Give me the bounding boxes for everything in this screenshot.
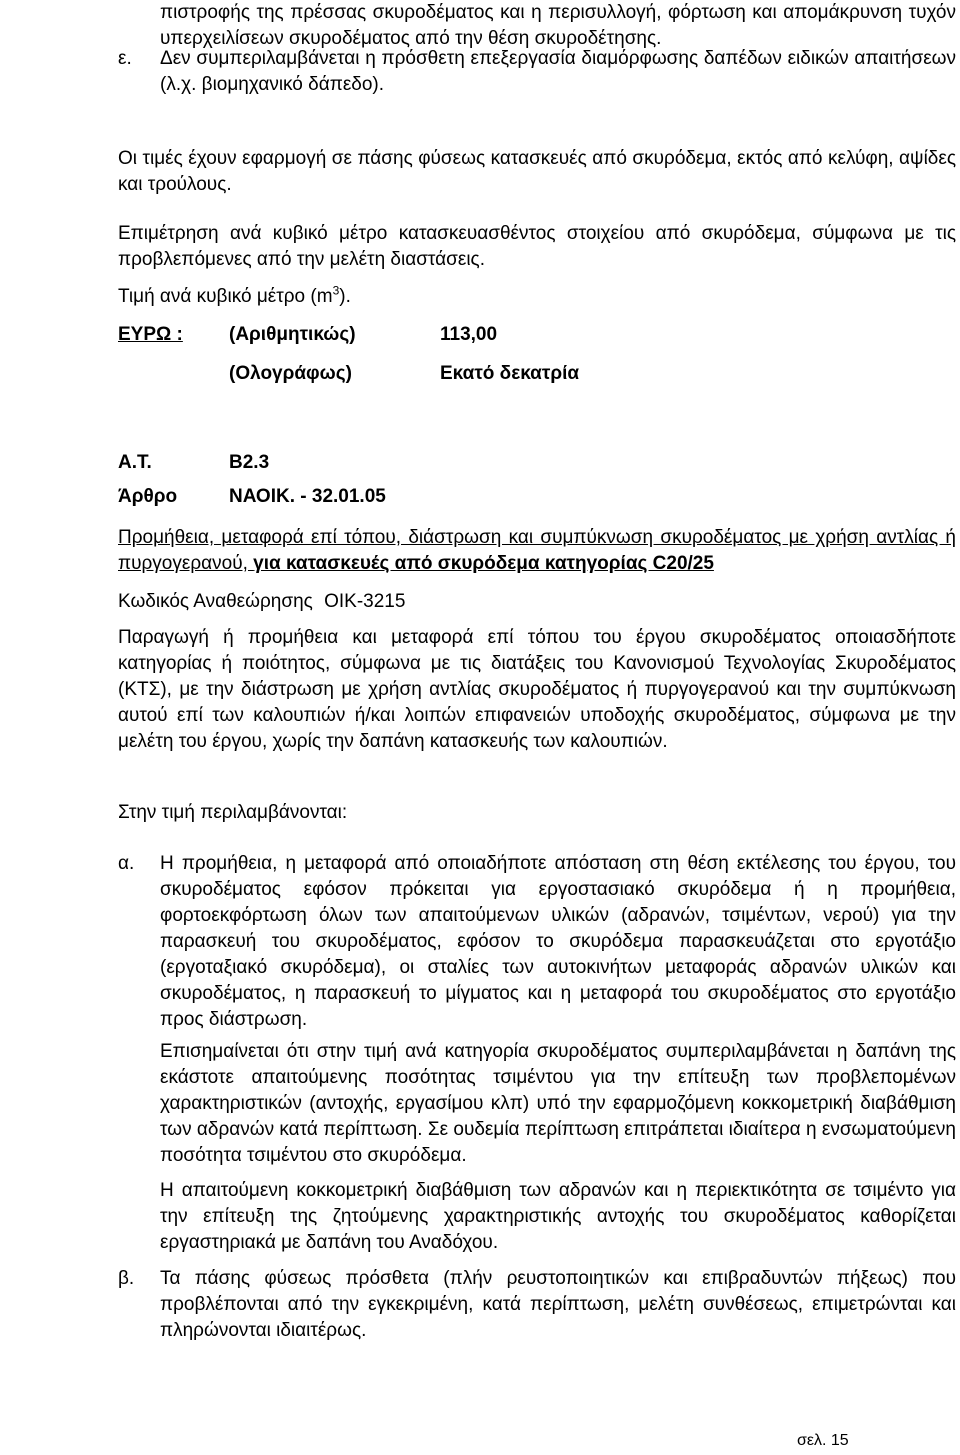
continuation-paragraph: πιστροφής της πρέσσας σκυροδέματος και η περισυλλογή, φόρτωση και απομάκρυνση τυχόν υπερχειλίσεων σκυροδέματος από την θέση σκυροδέτησης. (160, 2, 956, 49)
production-paragraph: Παραγωγή ή προμήθεια και μεταφορά επί τόπου του έργου σκυροδέματος οποιασδήποτε κατηγορίας ή ποιότητος, σύμφωνα με τις διατάξεις του Κανονισμού Τεχνολογίας Σκυροδέματος (ΚΤΣ), με την διάστρωση με χρήση αντλίας σκυροδέματος ή πυργογερανού και την συμπύκνωση αυτού επί των καλουπιών ή/και λοιπών επιφανειών υποδοχής σκυροδέματος, σύμφωνα με την μελέτη του έργου, χωρίς την δαπάνη κατασκευής των καλουπιών. (118, 627, 956, 752)
revision-code-value: ΟΙΚ-3215 (324, 591, 406, 612)
article-title-plain: Προμήθεια, μεταφορά επί τόπου, διάστρωση και συμπύκνωση σκυροδέματος με χρήση αντλίας ή πυργογερανού, (118, 527, 956, 574)
list-text-a-2: Επισημαίνεται ότι στην τιμή ανά κατηγορία σκυροδέματος συμπεριλαμβάνεται η δαπάνη της εκάστοτε απαιτούμενης ποσότητας τσιμέντου για την επίτευξη των προβλεπομένων χαρακτηριστικών (αντοχής, εργασίμου κλπ) υπό την εφαρμοζόμενη κοκκομετρική διαβάθμιση των αδρανών κατά περίπτωση. Σε ουδεμία περίπτωση επιτράπεται ιδιαίτερα η ενσωματούμενη ποσότητα τσιμέντου στο σκυρόδεμα. (160, 1041, 956, 1166)
unit-price-line (118, 284, 956, 310)
at-value: Β2.3 (229, 452, 270, 473)
list-text-e: Δεν συμπεριλαμβάνεται η πρόσθετη επεξεργασία διαμόρφωσης δαπέδων ειδικών απαιτήσεων (λ.χ. βιομηχανικό δάπεδο). (160, 48, 956, 95)
unit-price-text: Τιμή ανά κυβικό μέτρο (m (118, 286, 333, 307)
price-numeric-label: (Αριθμητικώς) (229, 324, 356, 345)
revision-code-label: Κωδικός Αναθεώρησης (118, 591, 313, 612)
list-text-b: Τα πάσης φύσεως πρόσθετα (πλήν ρευστοποιητικών και επιβραδυντών πήξεως) που προβλέπονται από την εγκεκριμένη, κατά περίπτωση, μελέτη συνθέσεως, επιμετρώνται και πληρώνονται ιδιαιτέρως. (160, 1268, 956, 1341)
article-value: ΝΑΟΙΚ. - 32.01.05 (229, 486, 386, 507)
list-text-a-3: Η απαιτούμενη κοκκομετρική διαβάθμιση των αδρανών και η περιεκτικότητα σε τσιμέντο για την επίτευξη της ζητούμενης χαρακτηριστικής αντοχής του σκυροδέματος καθορίζεται εργαστηριακά με δαπάνη του Αναδόχου. (160, 1180, 956, 1253)
list-marker-b: β. (118, 1268, 135, 1289)
article-label: Άρθρο (118, 486, 178, 507)
list-marker-e: ε. (118, 48, 132, 69)
price-numeric-value: 113,00 (440, 324, 498, 345)
article-title (118, 525, 956, 577)
list-text-a-1: Η προμήθεια, η μεταφορά από οποιαδήποτε απόσταση στη θέση εκτέλεσης του έργου, του σκυροδέματος εφόσον πρόκειται για εργοστασιακό σκυρόδεμα ή η προμήθεια, φορτοεκφόρτωση όλων των απαιτούμενων υλικών (αδρανών, τσιμέντων, νερού) για την παρασκευή του σκυροδέματος, εφόσον το σκυρόδεμα παρασκευάζεται στο εργοτάξιο (εργοταξιακό σκυρόδεμα), οι σταλίες των αυτοκινήτων μεταφοράς αδρανών υλικών και σκυροδέματος, η παρασκευή το μίγματος και η μεταφορά του σκυροδέματος στο εργοτάξιο προς διάστρωση. (160, 853, 956, 1030)
measurement-paragraph: Επιμέτρηση ανά κυβικό μέτρο κατασκευασθέντος στοιχείου από σκυρόδεμα, σύμφωνα με τις προβλεπόμενες από την μελέτη διαστάσεις. (118, 223, 956, 270)
price-currency: ΕΥΡΩ : (118, 324, 183, 345)
price-words-label: (Ολογράφως) (229, 363, 352, 384)
revision-code-line (118, 589, 956, 615)
page-number: σελ. 15 (797, 1432, 849, 1449)
list-marker-a: α. (118, 853, 135, 874)
application-paragraph: Οι τιμές έχουν εφαρμογή σε πάσης φύσεως κατασκευές από σκυρόδεμα, εκτός από κελύφη, αψίδες και τρούλους. (118, 148, 956, 195)
at-label: Α.Τ. (118, 452, 152, 473)
unit-price-superscript: 3 (332, 283, 340, 298)
price-words-value: Εκατό δεκατρία (440, 363, 580, 384)
article-title-bold: για κατασκευές από σκυρόδεμα κατηγορίας C20/25 (253, 553, 714, 574)
includes-heading: Στην τιμή περιλαμβάνονται: (118, 802, 348, 823)
unit-price-close: ). (339, 286, 351, 307)
